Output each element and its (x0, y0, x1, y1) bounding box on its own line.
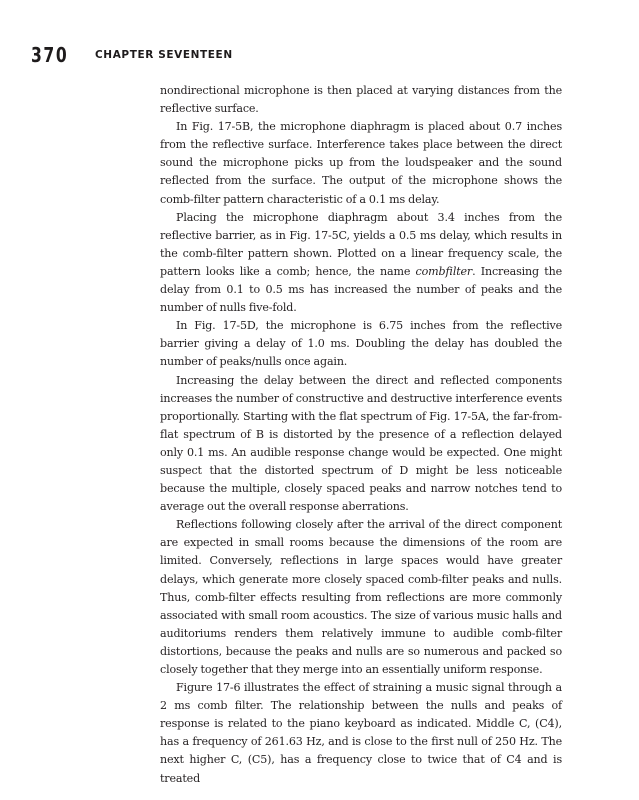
emphasized-term: combfilter (415, 264, 473, 278)
paragraph: Increasing the delay between the direct and reflected components increases the number of constructive and destructive interference events proportionally. Starting with the flat spectrum of Fig. 17-5A, the far-from-flat spectrum of B is distorted by the presence of a reflection delayed only 0.1 ms. An audible response change would be expected. One might suspect that the distorted spectrum of D might be less noticeable because the multiple, closely spaced peaks and narrow notches tend to average out the overall response aberrations. (160, 373, 562, 514)
paragraph: Figure 17-6 illustrates the effect of straining a music signal through a 2 ms comb filter. The relationship between the nulls and peaks of response is related to the piano keyboard as indicated. Middle C, (C4), has a frequency of 261.63 Hz, and is close to the first null of 250 Hz. The next higher C, (C5), has a frequency close to twice that of C4 and is treated (160, 681, 562, 785)
chapter-title: CHAPTER SEVENTEEN (95, 49, 233, 61)
paragraph-text: . Increasing the delay from 0.1 to 0.5 ms has increased the number of peaks and the number of nulls five-fold. (160, 264, 562, 315)
paragraph: In Fig. 17-5B, the microphone diaphragm is placed about 0.7 inches from the reflective surface. Interference takes place between the direct sound the microphone picks up from the loudspeaker and the sound reflected from the surface. The output of the microphone shows the comb-filter pattern characteristic of a 0.1 ms delay. (160, 120, 562, 206)
running-header (31, 43, 233, 67)
paragraph: nondirectional microphone is then placed at varying distances from the reflective surface. (160, 84, 562, 116)
paragraph: Reflections following closely after the arrival of the direct component are expected in small rooms because the dimensions of the room are limited. Conversely, reflections in large spaces would have greater delays, which generate more closely spaced comb-filter peaks and nulls. Thus, comb-filter effects resulting from reflections are more commonly associated with small room acoustics. The size of various music halls and auditoriums renders them relatively immune to audible comb-filter distortions, because the peaks and nulls are so numerous and packed so closely together that they merge into an essentially uniform response. (160, 518, 562, 676)
paragraph (160, 209, 562, 318)
body-text (160, 82, 562, 788)
paragraph: In Fig. 17-5D, the microphone is 6.75 inches from the reflective barrier giving a delay of 1.0 ms. Doubling the delay has doubled the number of peaks/nulls once again. (160, 319, 562, 369)
paragraph-text: Placing the microphone diaphragm about 3.4 inches from the reflective barrier, as in Fig. 17-5C, yields a 0.5 ms delay, which results in the comb-filter pattern shown. Plotted on a linear frequency scale, the pattern looks like a comb; hence, the name (160, 210, 562, 278)
page-number: 370 (31, 43, 69, 67)
